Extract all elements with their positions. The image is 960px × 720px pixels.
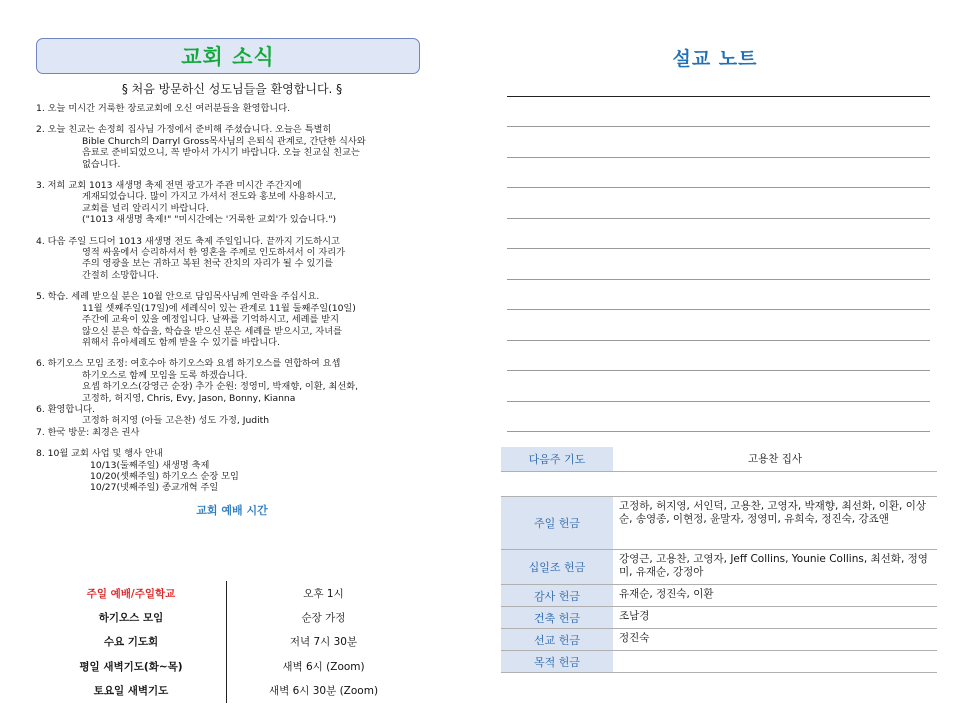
news-line: 10/27(넷째주일) 종교개혁 주일 bbox=[90, 482, 219, 494]
note-line bbox=[507, 370, 930, 371]
offering-row bbox=[501, 550, 937, 585]
note-line bbox=[507, 279, 930, 280]
news-line: 교회를 널리 알리시기 바랍니다. bbox=[82, 202, 210, 214]
note-line bbox=[507, 309, 930, 310]
news-line: 4. 다음 주일 드디어 1013 새생명 전도 축제 주일입니다. 끝까지 기도하시고 bbox=[36, 235, 340, 247]
news-items bbox=[36, 103, 428, 494]
news-line: 1. 오늘 미시간 거룩한 장로교회에 오신 여러분들을 환영합니다. bbox=[36, 103, 291, 114]
offering-table bbox=[501, 447, 937, 673]
news-line: 고정하 허지영 (아들 고은찬) 성도 가정, Judith bbox=[82, 415, 270, 427]
news-line: 위해서 유아세례도 함께 받을 수 있기를 바랍니다. bbox=[82, 336, 280, 348]
news-line: 주간에 교육이 있을 예정입니다. 날짜를 기억하시고, 세례를 받지 bbox=[82, 314, 340, 326]
news-line: 3. 저희 교회 1013 새생명 축제 전면 광고가 주관 미시간 주간지에 bbox=[36, 180, 302, 192]
note-line bbox=[507, 126, 930, 127]
news-line: 6. 하기오스 모임 조정: 여호수아 하기오스와 요셉 하기오스를 연합하여 요셉 bbox=[36, 358, 341, 370]
news-line: ("1013 새생명 축제!" "미시간에는 '거룩한 교회'가 있습니다.") bbox=[82, 214, 337, 226]
schedule-name: 토요일 새벽기도 bbox=[93, 685, 169, 698]
schedule-name: 수요 기도회 bbox=[103, 636, 159, 649]
news-item-1 bbox=[36, 103, 428, 114]
worship-schedule-table bbox=[36, 581, 420, 703]
offering-value: 유재순, 정진숙, 이환 bbox=[619, 588, 714, 600]
news-line: 10/20(셋째주일) 하기오스 순장 모임 bbox=[90, 470, 239, 482]
schedule-time: 오후 1시 bbox=[303, 587, 344, 600]
offering-label: 건축 헌금 bbox=[501, 607, 613, 628]
note-line bbox=[507, 218, 930, 219]
schedule-row bbox=[36, 654, 420, 678]
schedule-name: 평일 새벽기도(화~목) bbox=[79, 660, 183, 673]
offering-row bbox=[501, 497, 937, 550]
news-line: 11월 셋째주일(17일)에 세례식이 있는 관계로 11월 둘째주일(10일) bbox=[82, 302, 356, 314]
offering-row bbox=[501, 651, 937, 673]
news-line: 영적 싸움에서 승리하셔서 한 영혼을 주께로 인도하셔서 이 자리가 bbox=[82, 247, 345, 259]
welcome-message: § 처음 방문하신 성도님들을 환영합니다. § bbox=[121, 82, 343, 96]
note-line bbox=[507, 187, 930, 188]
schedule-row bbox=[36, 581, 420, 605]
offering-row bbox=[501, 607, 937, 629]
prayer-row bbox=[501, 447, 937, 472]
note-line bbox=[507, 157, 930, 158]
offering-label: 목적 헌금 bbox=[501, 651, 613, 672]
schedule-name: 주일 예배/주일학교 bbox=[86, 587, 176, 600]
note-line bbox=[507, 431, 930, 432]
offering-value: 정진숙 bbox=[619, 632, 650, 644]
schedule-time: 순장 가정 bbox=[301, 612, 346, 625]
church-news-section bbox=[36, 38, 428, 518]
sermon-notes-title: 설교 노트 bbox=[672, 48, 758, 70]
schedule-time: 새벽 6시 30분 (Zoom) bbox=[268, 685, 379, 698]
news-line: 요셉 하기오스(강영근 순장) 추가 순원: 정영미, 박재향, 이환, 최선화, bbox=[82, 381, 359, 393]
news-item-7 bbox=[36, 427, 428, 438]
offering-value: 강영근, 고용찬, 고영자, Jeff Collins, Younie Collins, 최선화, 정영미, 유재순, 강정아 bbox=[619, 553, 928, 578]
schedule-row bbox=[36, 630, 420, 654]
news-item-2 bbox=[36, 124, 428, 170]
news-line: 없습니다. bbox=[82, 158, 121, 170]
offering-row bbox=[501, 585, 937, 607]
news-line: 7. 한국 방문: 최경은 권사 bbox=[36, 426, 140, 438]
news-line: 6. 환영합니다. bbox=[36, 403, 95, 415]
news-item-8 bbox=[36, 448, 428, 494]
note-line bbox=[507, 401, 930, 402]
offering-label: 감사 헌금 bbox=[501, 585, 613, 606]
offering-label: 주일 헌금 bbox=[501, 497, 613, 549]
news-line: 않으신 분은 학습을, 학습을 받으신 분은 세례를 받으시고, 자녀를 bbox=[82, 325, 342, 337]
note-line bbox=[507, 340, 930, 341]
offering-value bbox=[613, 651, 937, 672]
news-item-3 bbox=[36, 180, 428, 226]
offering-label: 선교 헌금 bbox=[501, 629, 613, 650]
offering-value: 고정하, 허지영, 서인덕, 고용찬, 고영자, 박재향, 최선화, 이환, 이상순, 송영종, 이현정, 윤말자, 정영미, 유희숙, 정진숙, 강죠앤 bbox=[619, 500, 926, 525]
schedule-name: 하기오스 모임 bbox=[98, 612, 164, 625]
table-gap bbox=[501, 472, 937, 497]
schedule-time: 저녁 7시 30분 bbox=[289, 636, 358, 649]
prayer-label: 다음주 기도 bbox=[501, 447, 613, 471]
note-line bbox=[507, 96, 930, 97]
news-line: 주의 영광을 보는 귀하고 복된 천국 잔치의 자리가 될 수 있기를 bbox=[82, 258, 334, 270]
schedule-row bbox=[36, 679, 420, 703]
news-line: 간절히 소망합니다. bbox=[82, 269, 159, 281]
news-line: 10/13(둘째주일) 새생명 축제 bbox=[90, 459, 210, 471]
news-line: 게재되었습니다. 많이 가지고 가셔서 전도와 홍보에 사용하시고, bbox=[82, 191, 337, 203]
offering-label: 십일조 헌금 bbox=[501, 550, 613, 584]
schedule-row bbox=[36, 605, 420, 629]
prayer-value: 고용찬 집사 bbox=[747, 452, 803, 465]
news-line: 8. 10월 교회 사업 및 행사 안내 bbox=[36, 448, 163, 460]
schedule-title: 교회 예배 시간 bbox=[196, 503, 268, 517]
news-title: 교회 소식 bbox=[181, 45, 275, 69]
news-item-4 bbox=[36, 236, 428, 282]
news-line: 고정하, 허지영, Chris, Evy, Jason, Bonny, Kianna bbox=[82, 392, 296, 404]
news-line: Bible Church의 Darryl Gross목사님의 은퇴식 관계로, 간단한 식사와 bbox=[82, 135, 366, 147]
offering-row bbox=[501, 629, 937, 651]
news-line: 5. 학습. 세례 받으실 분은 10월 안으로 담임목사님께 연락을 주십시요. bbox=[36, 291, 320, 303]
schedule-time: 새벽 6시 (Zoom) bbox=[282, 660, 365, 673]
news-line: 하기오스로 함께 모임을 도록 하겠습니다. bbox=[82, 369, 248, 381]
note-line bbox=[507, 248, 930, 249]
news-line: 음료로 준비되었으니, 꼭 받아서 가시기 바랍니다. 오늘 친교실 친교는 bbox=[82, 147, 360, 159]
news-item-5 bbox=[36, 291, 428, 348]
news-item-6 bbox=[36, 358, 428, 404]
offering-value: 조남경 bbox=[619, 610, 650, 622]
news-line: 2. 오늘 친교는 손정희 집사님 가정에서 준비해 주셨습니다. 오늘은 특별히 bbox=[36, 124, 332, 136]
news-title-box bbox=[36, 38, 420, 74]
news-item-6b bbox=[36, 404, 428, 427]
